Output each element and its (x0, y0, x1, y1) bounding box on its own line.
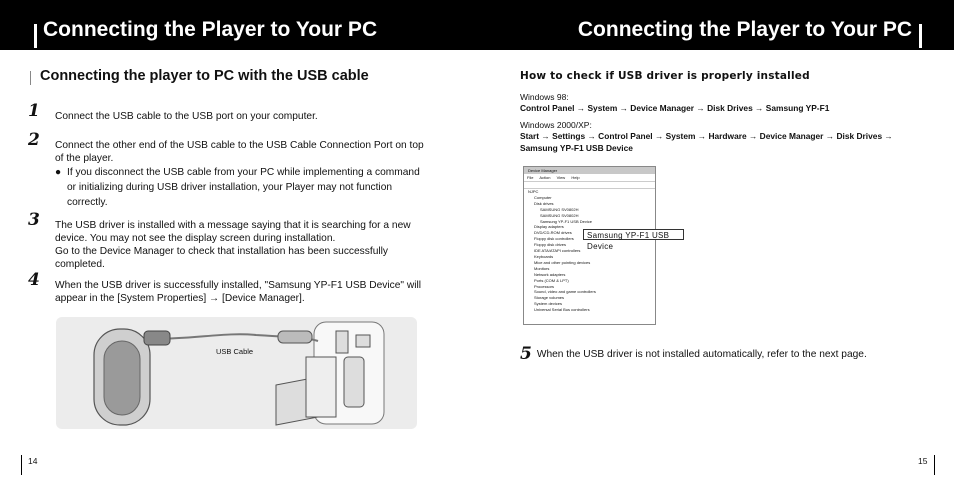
tree-item[interactable]: SAMSUNG SV0802H (540, 212, 579, 218)
step-text: Connect the other end of the USB cable to the USB Cable Connection Port on top of the player. (55, 140, 424, 164)
win98-path: Control Panel → System → Device Manager → Disk Drives → Samsung YP-F1 (520, 103, 830, 113)
menu-bar (524, 174, 655, 182)
menu-view[interactable]: View (556, 175, 566, 180)
tree-item[interactable]: Monitors (534, 265, 550, 271)
page-margin-tick-left (21, 455, 22, 475)
tree-item[interactable]: Network adapters (534, 271, 566, 277)
tree-item[interactable]: Processors (534, 283, 555, 289)
usb-cable-label: USB Cable (216, 347, 254, 356)
step-text: Connect the USB cable to the USB port on your computer. (55, 111, 318, 122)
tree-item[interactable]: Storage volumes (534, 295, 565, 301)
page-title-left: Connecting the Player to Your PC (43, 18, 378, 41)
player-pc-drawing (56, 317, 417, 429)
tree-item[interactable]: Computer (534, 194, 552, 200)
step-2 (28, 130, 430, 210)
page-title-right: Connecting the Player to Your PC (577, 18, 912, 41)
title-accent-left (34, 24, 37, 48)
bullet-icon: ● (55, 167, 62, 178)
step-number: 1 (28, 101, 40, 121)
step-3 (28, 210, 430, 271)
step-text: The USB driver is installed with a message saying that it is searching for a new device. You may not see the display screen during installation. (55, 220, 411, 244)
tree-item[interactable]: Keyboards (534, 253, 554, 259)
toolbar (524, 182, 655, 189)
tree-item[interactable]: Sound, video and game controllers (534, 289, 596, 295)
page-margin-tick-right (934, 455, 935, 475)
win2000-path: Start → Settings → Control Panel → System → Hardware → Device Manager → Disk Drives → Samsung YP-F1 USB Device (520, 131, 893, 153)
window-title: Device Manager (524, 167, 655, 174)
tree-item[interactable]: SAMSUNG SV0802H (540, 206, 579, 212)
left-column (30, 68, 430, 84)
tree-item[interactable]: Mice and other pointing devices (534, 259, 591, 265)
tree-item[interactable]: Floppy disk drives (534, 242, 567, 248)
step-text-extra: Go to the Device Manager to check that installation has been successfully completed. (55, 246, 388, 270)
title-accent-right (919, 24, 922, 48)
menu-help[interactable]: Help (571, 175, 580, 180)
menu-action[interactable]: Action (539, 175, 551, 180)
section-subtitle: How to check if USB driver is properly installed (520, 70, 810, 82)
step-5 (520, 344, 867, 364)
step-4 (28, 270, 430, 305)
tree-item[interactable]: Universal Serial Bus controllers (534, 307, 590, 313)
step-number: 2 (28, 130, 40, 150)
step-text: When the USB driver is not installed automatically, refer to the next page. (536, 349, 867, 360)
tree-item[interactable]: Floppy disk controllers (534, 236, 574, 242)
usb-device-callout: Samsung YP-F1 USB Device (583, 229, 684, 240)
section-title: Connecting the player to PC with the USB cable (40, 68, 430, 84)
page-number-left: 14 (28, 456, 38, 466)
tree-item[interactable]: Ports (COM & LPT) (534, 277, 569, 283)
warning-bullet (55, 165, 430, 210)
step-number: 3 (28, 210, 40, 230)
step-1 (28, 101, 430, 123)
tree-item[interactable]: Display adapters (534, 224, 564, 230)
tree-item[interactable]: NJPC (528, 189, 539, 194)
tree-item[interactable]: DVD/CD-ROM drives (534, 230, 572, 236)
usb-connection-illustration (56, 317, 417, 429)
bullet-text: If you disconnect the USB cable from your PC while implementing a command or initializing during USB driver installation, your Player may not function correctly. (67, 167, 420, 208)
tree-item[interactable]: Disk drives (534, 200, 554, 206)
page-number-right: 15 (918, 456, 928, 466)
win2000-label: Windows 2000/XP: (520, 120, 592, 130)
header-banner (0, 0, 954, 50)
step-number: 4 (28, 270, 40, 290)
menu-file[interactable]: File (527, 175, 534, 180)
tree-item-selected[interactable]: Samsung YP-F1 USB Device (540, 218, 592, 224)
tree-item[interactable]: System devices (534, 301, 563, 307)
win98-label: Windows 98: (520, 92, 569, 102)
step-number: 5 (520, 344, 532, 364)
tree-item[interactable]: IDE ATA/ATAPI controllers (534, 248, 581, 254)
step-text: When the USB driver is successfully installed, "Samsung YP-F1 USB Device" will appear in the [System Properties] → [Device Manager]. (55, 280, 422, 304)
